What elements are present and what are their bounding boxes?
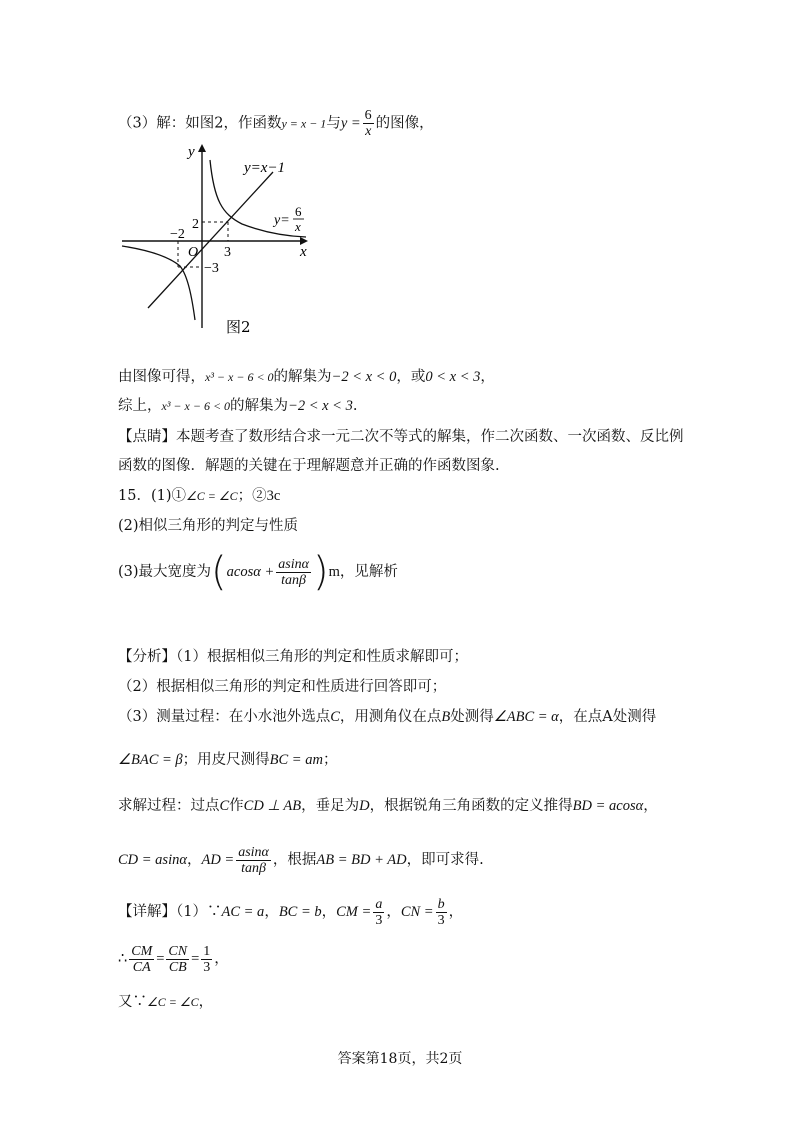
origin-label: O <box>188 245 199 260</box>
fraction: $\frac{a}{3}$ <box>375 896 383 928</box>
therefore-line: ∴ $\frac{CM}{CA}$ = $\frac{CN}{CB}$ = $\frac{1}{3}$ ， <box>118 943 229 975</box>
analysis-line-2: （2）根据相似三角形的判定和性质进行回答即可； <box>118 679 447 695</box>
part3-line: （3）解：如图2，作函数y = x − 1与y = $\frac{6}{x}$ 的图像， <box>118 108 434 139</box>
line-label: y=x−1 <box>244 160 286 176</box>
q15-part1: 15．(1)①∠C = ∠C；②3c <box>118 488 281 504</box>
fraction: $\frac{asin\alpha}{\tan\beta}$ <box>278 556 309 588</box>
page-footer: 答案第18页，共2页 <box>337 1051 463 1067</box>
line-y-eq-x-minus-1 <box>148 172 273 308</box>
hyperbola-label-lhs: y= <box>274 213 290 228</box>
solution-line-1: 由图像可得，x³ − x − 6 < 0的解集为−2 < x < 0，或0 < x < 3， <box>118 369 495 385</box>
y-axis-arrow <box>198 144 206 152</box>
fraction: $\frac{6}{x}$ <box>364 108 372 139</box>
analysis-line-3: （3）测量过程：在小水池外选点C，用测角仪在点B处测得∠ABC = α，在点A处测得 <box>118 709 657 725</box>
fraction: $\frac{CM}{CA}$ <box>131 943 153 975</box>
tick-neg3: −3 <box>204 261 219 276</box>
analysis-line-5: 求解过程：过点C作CD ⊥ AB，垂足为D，根据锐角三角函数的定义推得BD = acosα， <box>118 798 658 814</box>
x-axis-label: x <box>300 244 307 260</box>
q15-part2: (2)相似三角形的判定与性质 <box>118 518 299 534</box>
tick-3: 3 <box>224 245 231 260</box>
comment-line-2: 函数的图像．解题的关键在于理解题意并正确的作函数图象. <box>118 458 500 474</box>
tick-2: 2 <box>192 217 199 232</box>
y-axis-label: y <box>188 144 195 160</box>
hyperbola-label-num: 6 <box>295 204 302 219</box>
fraction: $\frac{1}{3}$ <box>203 943 211 975</box>
analysis-line-1: 【分析】（1）根据相似三角形的判定和性质求解即可； <box>118 649 468 665</box>
solution-line-2: 综上，x³ − x − 6 < 0的解集为−2 < x < 3. <box>118 398 358 414</box>
detail-line-1: 【详解】（1）∵AC = a，BC = b，CM = $\frac{a}{3}$ ，CN = $\frac{b}{3}$ ， <box>118 896 464 928</box>
hyperbola-label-den: x <box>295 219 301 234</box>
fraction: $\frac{b}{3}$ <box>437 896 445 928</box>
tick-neg2: −2 <box>170 227 185 242</box>
also-line: 又∵∠C = ∠C， <box>118 994 214 1010</box>
analysis-line-6: CD = asinα，AD = $\frac{asin\alpha}{\tan\beta}$ ，根据AB = BD + AD，即可求得. <box>118 844 484 876</box>
paren-right: ) <box>312 549 329 595</box>
function-graph-figure <box>118 142 318 342</box>
comment-line-1: 【点睛】本题考查了数形结合求一元二次不等式的解集，作二次函数、一次函数、反比例 <box>118 429 684 445</box>
analysis-line-4: ∠BAC = β；用皮尺测得BC = am； <box>118 752 338 768</box>
fraction: $\frac{CN}{CB}$ <box>168 943 188 975</box>
figure-caption: 图2 <box>226 318 251 336</box>
hyperbola-branch-left <box>122 246 195 320</box>
paren-left: ( <box>211 549 227 595</box>
fraction: $\frac{asin\alpha}{\tan\beta}$ <box>238 844 269 876</box>
q15-part3: (3)最大宽度为(acosα + $\frac{asin\alpha}{\tan\beta}$ )m，见解析 <box>118 549 398 595</box>
